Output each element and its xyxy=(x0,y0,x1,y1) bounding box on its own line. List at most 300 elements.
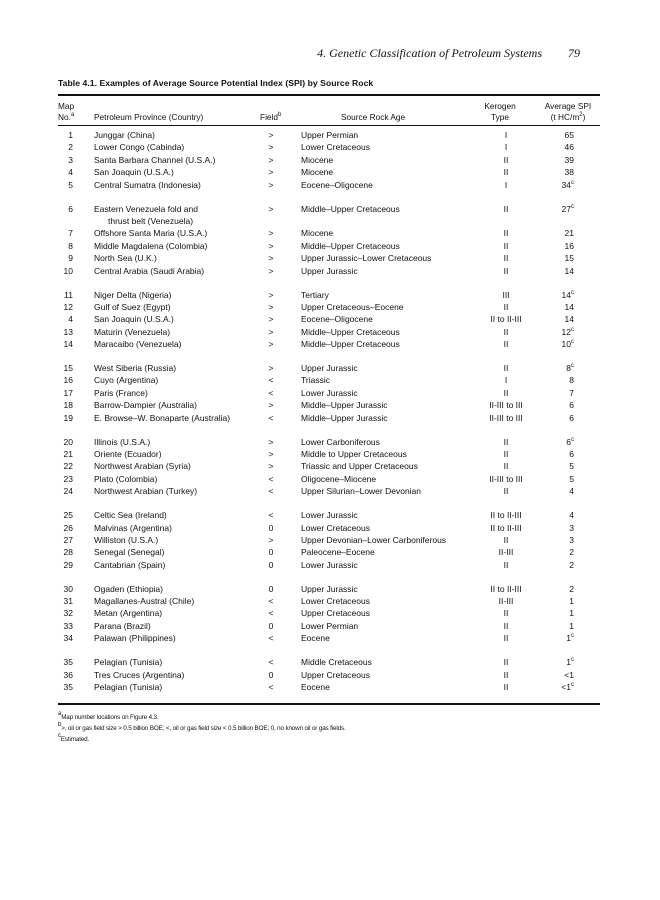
field-size-symbol: > xyxy=(268,436,274,447)
source-rock-age: Eocene–Oligocene xyxy=(301,179,373,190)
map-number: 11 xyxy=(64,289,73,300)
table-row xyxy=(58,166,600,178)
petroleum-province xyxy=(94,460,264,472)
petroleum-province xyxy=(94,326,264,338)
spi-value: 6 xyxy=(569,412,574,423)
petroleum-province xyxy=(94,448,264,460)
petroleum-province xyxy=(94,669,264,681)
field-size-symbol: 0 xyxy=(268,559,274,570)
petroleum-province xyxy=(94,632,264,644)
province-name: Middle Magdalena (Colombia) xyxy=(94,240,208,251)
province-name: Santa Barbara Channel (U.S.A.) xyxy=(94,154,216,165)
field-size-symbol: > xyxy=(268,265,274,276)
petroleum-province xyxy=(94,595,264,607)
source-rock-age: Triassic xyxy=(301,375,330,386)
spi-value: 2 xyxy=(569,583,574,594)
field-size-symbol: 0 xyxy=(268,669,274,680)
source-rock-age: Eocene xyxy=(301,682,330,693)
petroleum-province xyxy=(94,240,264,252)
province-name: Plato (Colombia) xyxy=(94,473,158,484)
petroleum-province xyxy=(94,252,264,264)
spi-value: 7 xyxy=(569,387,574,398)
kerogen-type: II xyxy=(503,608,509,619)
kerogen-type: II xyxy=(503,461,509,472)
spi-value: 5 xyxy=(569,461,574,472)
header-no-text: No. xyxy=(58,112,71,122)
spi-value: 6 xyxy=(566,436,571,447)
source-rock-age: Lower Jurassic xyxy=(301,510,358,521)
average-spi xyxy=(544,289,574,301)
table-row xyxy=(58,265,600,277)
province-name: Palawan (Philippines) xyxy=(94,633,176,644)
kerogen-type: II xyxy=(503,326,509,337)
table-row xyxy=(58,338,600,350)
spi-value: 1 xyxy=(566,633,571,644)
source-rock-age: Middle–Upper Cretaceous xyxy=(301,326,400,337)
estimated-marker: c xyxy=(571,633,574,640)
petroleum-province xyxy=(94,129,264,141)
average-spi xyxy=(544,313,574,325)
table-caption: Table 4.1. Examples of Average Source Potential Index (SPI) by Source Rock xyxy=(58,78,374,88)
group-spacer xyxy=(58,645,600,657)
field-size-symbol: 0 xyxy=(268,620,274,631)
province-name: Central Sumatra (Indonesia) xyxy=(94,179,201,190)
field-size-symbol: > xyxy=(268,203,274,214)
province-name: Ogaden (Ethiopia) xyxy=(94,583,163,594)
kerogen-type: II xyxy=(503,167,509,178)
spi-value: 8 xyxy=(569,375,574,386)
spi-value: 8 xyxy=(566,363,571,374)
table-top-rule xyxy=(58,94,600,96)
kerogen-type: II to II-III xyxy=(490,510,522,521)
map-number: 1 xyxy=(68,130,73,140)
petroleum-province xyxy=(94,203,264,228)
source-rock-age: Upper Jurassic xyxy=(301,583,358,594)
footnote-text: Estimated. xyxy=(60,736,90,744)
average-spi xyxy=(544,227,574,239)
group-spacer xyxy=(58,498,600,510)
kerogen-type: II to II-III xyxy=(490,314,522,325)
table-row xyxy=(58,227,600,239)
petroleum-province xyxy=(94,338,264,350)
map-number: 8 xyxy=(68,240,73,251)
kerogen-type: II xyxy=(503,534,509,545)
table-row xyxy=(58,289,600,301)
kerogen-type: II xyxy=(503,657,509,668)
petroleum-province xyxy=(94,154,264,166)
field-size-symbol: > xyxy=(268,289,274,300)
kerogen-type: II xyxy=(503,228,509,239)
table-row xyxy=(58,460,600,472)
map-number: 35 xyxy=(63,682,73,693)
header-spi-2-end: ) xyxy=(582,112,586,122)
estimated-marker: c xyxy=(571,326,574,333)
average-spi xyxy=(544,412,574,424)
field-size-symbol: > xyxy=(268,314,274,325)
kerogen-type: II-III to III xyxy=(489,412,523,423)
kerogen-type: II-III to III xyxy=(489,473,523,484)
province-name: Maracaibo (Venezuela) xyxy=(94,339,182,350)
petroleum-province xyxy=(94,227,264,239)
kerogen-type: II xyxy=(503,436,509,447)
province-name: Senegal (Senegal) xyxy=(94,547,165,558)
map-number: 3 xyxy=(68,154,73,165)
footnote-text: Map number locations on Figure 4.3. xyxy=(61,714,159,721)
header-province xyxy=(94,112,203,123)
petroleum-province xyxy=(94,436,264,448)
average-spi xyxy=(544,559,574,571)
petroleum-province xyxy=(94,179,264,191)
map-number: 10 xyxy=(63,265,73,276)
spi-value: 4 xyxy=(569,510,574,521)
kerogen-type: II xyxy=(503,682,509,693)
spi-value: 15 xyxy=(564,253,574,264)
kerogen-type: II-III to III xyxy=(489,400,523,411)
table-body xyxy=(58,129,600,693)
spi-value: 3 xyxy=(569,534,574,545)
footnote xyxy=(58,723,346,734)
source-rock-age: Upper Permian xyxy=(301,130,359,140)
average-spi xyxy=(544,620,574,632)
province-name: San Joaquin (U.S.A.) xyxy=(94,314,174,325)
average-spi xyxy=(544,534,574,546)
table-row xyxy=(58,179,600,191)
field-size-symbol: < xyxy=(268,486,274,497)
province-name: Pelagian (Tunisia) xyxy=(94,682,163,693)
table-row xyxy=(58,656,600,668)
source-rock-age: Middle Cretaceous xyxy=(301,657,372,668)
header-field-sup: b xyxy=(277,112,282,118)
petroleum-province xyxy=(94,534,264,546)
province-name: Cuyo (Argentina) xyxy=(94,375,159,386)
average-spi xyxy=(544,522,574,534)
kerogen-type: II xyxy=(503,387,509,398)
table-row xyxy=(58,141,600,153)
estimated-marker: c xyxy=(571,682,574,689)
average-spi xyxy=(544,240,574,252)
petroleum-province xyxy=(94,546,264,558)
source-rock-age: Oligocene–Miocene xyxy=(301,473,377,484)
map-number: 35 xyxy=(63,657,73,668)
table-row xyxy=(58,301,600,313)
table-row xyxy=(58,522,600,534)
field-size-symbol: > xyxy=(268,142,274,153)
field-size-symbol: < xyxy=(268,510,274,521)
province-name: Central Arabia (Saudi Arabia) xyxy=(94,265,205,276)
kerogen-type: II-III xyxy=(498,547,514,558)
map-number: 14 xyxy=(63,339,73,350)
spi-value: 1 xyxy=(566,657,571,668)
kerogen-type: II xyxy=(503,301,509,312)
kerogen-type: III xyxy=(502,289,510,300)
table-row xyxy=(58,252,600,264)
field-size-symbol: < xyxy=(268,375,274,386)
table-row xyxy=(58,448,600,460)
spi-value: 65 xyxy=(564,130,574,140)
map-number: 7 xyxy=(68,228,73,239)
source-rock-age: Miocene xyxy=(301,167,334,178)
map-number: 29 xyxy=(63,559,73,570)
average-spi xyxy=(544,301,574,313)
table-row xyxy=(58,473,600,485)
header-source-rock: Source Rock Age xyxy=(341,112,406,122)
field-size-symbol: > xyxy=(268,130,274,140)
field-size-symbol: < xyxy=(268,412,274,423)
estimated-marker: c xyxy=(571,363,574,370)
table-row xyxy=(58,240,600,252)
table-row xyxy=(58,399,600,411)
kerogen-type: I xyxy=(504,375,508,386)
average-spi xyxy=(544,436,574,448)
header-map: Map xyxy=(58,101,75,111)
source-rock-age: Middle–Upper Cretaceous xyxy=(301,240,400,251)
province-name: Pelagian (Tunisia) xyxy=(94,657,163,668)
spi-value: 38 xyxy=(564,167,574,178)
field-size-symbol: < xyxy=(268,682,274,693)
petroleum-province xyxy=(94,166,264,178)
table-row xyxy=(58,485,600,497)
map-number: 5 xyxy=(68,179,73,190)
estimated-marker: c xyxy=(571,289,574,296)
source-rock-age: Triassic and Upper Cretaceous xyxy=(301,461,418,472)
estimated-marker: c xyxy=(571,339,574,346)
table-row xyxy=(58,154,600,166)
petroleum-province xyxy=(94,681,264,693)
source-rock-age: Upper Jurassic xyxy=(301,265,358,276)
map-number: 4 xyxy=(68,167,73,178)
province-name: Northwest Arabian (Turkey) xyxy=(94,486,198,497)
header-kerogen-1: Kerogen xyxy=(484,101,516,111)
footnote xyxy=(58,734,346,745)
header-province-text: Petroleum Province xyxy=(94,112,167,122)
table-footnotes xyxy=(58,712,346,746)
table-row xyxy=(58,129,600,141)
header-map-no xyxy=(58,101,74,123)
spi-value: 14 xyxy=(564,265,574,276)
header-no xyxy=(58,112,74,123)
source-rock-age: Lower Jurassic xyxy=(301,387,358,398)
spi-value: 27 xyxy=(561,203,571,214)
spi-value: 6 xyxy=(569,448,574,459)
spi-value: 4 xyxy=(569,486,574,497)
estimated-marker: c xyxy=(571,436,574,443)
map-number: 33 xyxy=(63,620,73,631)
spi-value: 39 xyxy=(564,154,574,165)
spi-value: 1 xyxy=(569,596,574,607)
table-row xyxy=(58,681,600,693)
province-name: E. Browse–W. Bonaparte (Australia) xyxy=(94,412,231,423)
source-rock-age: Upper Cretaceous–Eocene xyxy=(301,301,404,312)
province-name: San Joaquin (U.S.A.) xyxy=(94,167,174,178)
table-row xyxy=(58,620,600,632)
province-name: Metan (Argentina) xyxy=(94,608,163,619)
field-size-symbol: > xyxy=(268,154,274,165)
source-rock-age: Paleocene–Eocene xyxy=(301,547,375,558)
map-number: 2 xyxy=(68,142,73,153)
average-spi xyxy=(544,546,574,558)
source-rock-age: Upper Cretaceous xyxy=(301,669,370,680)
petroleum-province xyxy=(94,265,264,277)
province-name: Niger Delta (Nigeria) xyxy=(94,289,172,300)
average-spi xyxy=(544,399,574,411)
map-number: 30 xyxy=(63,583,73,594)
kerogen-type: II xyxy=(503,240,509,251)
header-spi-2-text: (t HC/m xyxy=(550,112,580,122)
table-row xyxy=(58,669,600,681)
petroleum-province xyxy=(94,559,264,571)
source-rock-age: Upper Jurassic–Lower Cretaceous xyxy=(301,253,432,264)
petroleum-province xyxy=(94,387,264,399)
table-row xyxy=(58,326,600,338)
field-size-symbol: < xyxy=(268,633,274,644)
average-spi xyxy=(544,129,574,141)
table-row xyxy=(58,362,600,374)
map-number: 15 xyxy=(63,363,73,374)
average-spi xyxy=(544,448,574,460)
petroleum-province xyxy=(94,141,264,153)
field-size-symbol: > xyxy=(268,448,274,459)
province-name: Gulf of Suez (Egypt) xyxy=(94,301,171,312)
field-size-symbol: < xyxy=(268,657,274,668)
table-row xyxy=(58,546,600,558)
spi-value: 2 xyxy=(569,547,574,558)
group-spacer xyxy=(58,350,600,362)
map-number: 21 xyxy=(63,448,73,459)
spi-value: 14 xyxy=(564,301,574,312)
header-field-text: Field xyxy=(260,112,278,122)
map-number: 25 xyxy=(63,510,73,521)
spi-value: 34 xyxy=(561,179,571,190)
footnote-text: >, oil or gas field size > 0.5 billion BOE; <, oil or gas field size < 0.5 billion BOE; 0, no known oil or gas fields. xyxy=(61,725,346,733)
table-row xyxy=(58,534,600,546)
field-size-symbol: > xyxy=(268,167,274,178)
petroleum-province xyxy=(94,509,264,521)
province-name: Barrow-Dampier (Australia) xyxy=(94,400,197,411)
map-number: 34 xyxy=(63,633,73,644)
running-head xyxy=(0,46,580,61)
field-size-symbol: > xyxy=(268,326,274,337)
average-spi xyxy=(544,154,574,166)
field-size-symbol: > xyxy=(268,461,274,472)
average-spi xyxy=(544,583,574,595)
spi-value: 2 xyxy=(569,559,574,570)
header-spi-1: Average SPI xyxy=(544,101,592,111)
average-spi xyxy=(544,326,574,338)
kerogen-type: II to II-III xyxy=(490,522,522,533)
source-rock-age: Middle to Upper Cretaceous xyxy=(301,448,407,459)
group-spacer xyxy=(58,277,600,289)
header-kerogen xyxy=(470,101,530,123)
source-rock-age: Miocene xyxy=(301,154,334,165)
average-spi xyxy=(544,387,574,399)
province-name: Paris (France) xyxy=(94,387,148,398)
petroleum-province xyxy=(94,313,264,325)
chapter-title: 4. Genetic Classification of Petroleum Systems xyxy=(317,46,542,60)
page-number: 79 xyxy=(568,46,580,60)
field-size-symbol: 0 xyxy=(268,583,274,594)
spi-value: 16 xyxy=(564,240,574,251)
header-spi-2 xyxy=(536,112,600,123)
average-spi xyxy=(544,632,574,644)
estimated-marker: c xyxy=(571,203,574,210)
map-number: 32 xyxy=(63,608,73,619)
map-number: 22 xyxy=(63,461,73,472)
average-spi xyxy=(544,509,574,521)
kerogen-type: II xyxy=(503,559,509,570)
header-field xyxy=(260,112,281,123)
group-spacer xyxy=(58,424,600,436)
average-spi xyxy=(544,460,574,472)
petroleum-province xyxy=(94,412,264,424)
field-size-symbol: > xyxy=(268,339,274,350)
kerogen-type: II xyxy=(503,486,509,497)
header-bottom-rule xyxy=(58,125,600,126)
field-size-symbol: < xyxy=(268,473,274,484)
province-name: Malvinas (Argentina) xyxy=(94,522,172,533)
field-size-symbol: < xyxy=(268,596,274,607)
header-spi-2-sup: 2 xyxy=(579,112,583,118)
kerogen-type: I xyxy=(504,142,508,153)
kerogen-type: II xyxy=(503,669,509,680)
province-name: Offshore Santa Maria (U.S.A.) xyxy=(94,228,208,239)
source-rock-age: Lower Carboniferous xyxy=(301,436,380,447)
map-number: 6 xyxy=(68,203,73,214)
average-spi xyxy=(544,374,574,386)
map-number: 28 xyxy=(63,547,73,558)
map-number: 20 xyxy=(63,436,73,447)
source-rock-age: Lower Jurassic xyxy=(301,559,358,570)
source-rock-age: Middle–Upper Cretaceous xyxy=(301,203,400,214)
kerogen-type: I xyxy=(504,130,508,140)
province-name: Parana (Brazil) xyxy=(94,620,151,631)
average-spi xyxy=(544,595,574,607)
source-rock-age: Lower Cretaceous xyxy=(301,142,370,153)
table-row xyxy=(58,509,600,521)
province-name: North Sea (U.K.) xyxy=(94,253,157,264)
average-spi xyxy=(544,265,574,277)
kerogen-type: II xyxy=(503,154,509,165)
spi-value: 5 xyxy=(569,473,574,484)
table-row xyxy=(58,412,600,424)
source-rock-age: Eocene xyxy=(301,633,330,644)
field-size-symbol: > xyxy=(268,534,274,545)
map-number: 9 xyxy=(68,253,73,264)
map-number: 13 xyxy=(63,326,73,337)
field-size-symbol: > xyxy=(268,301,274,312)
province-name: Williston (U.S.A.) xyxy=(94,534,159,545)
field-size-symbol: < xyxy=(268,608,274,619)
table-row xyxy=(58,203,600,228)
average-spi xyxy=(544,669,574,681)
group-spacer xyxy=(58,191,600,203)
kerogen-type: II xyxy=(503,620,509,631)
source-rock-age: Eocene–Oligocene xyxy=(301,314,373,325)
table-row xyxy=(58,583,600,595)
header-no-sup: a xyxy=(70,112,75,118)
source-rock-age: Lower Permian xyxy=(301,620,359,631)
source-rock-age: Middle–Upper Cretaceous xyxy=(301,339,400,350)
spi-value: 14 xyxy=(561,289,571,300)
petroleum-province xyxy=(94,620,264,632)
kerogen-type: II to II-III xyxy=(490,583,522,594)
source-rock-age: Upper Devonian–Lower Carboniferous xyxy=(301,534,447,545)
petroleum-province xyxy=(94,473,264,485)
field-size-symbol: > xyxy=(268,179,274,190)
source-rock-age: Lower Cretaceous xyxy=(301,596,370,607)
spi-value: 6 xyxy=(569,400,574,411)
estimated-marker: c xyxy=(571,657,574,664)
estimated-marker: c xyxy=(571,179,574,186)
